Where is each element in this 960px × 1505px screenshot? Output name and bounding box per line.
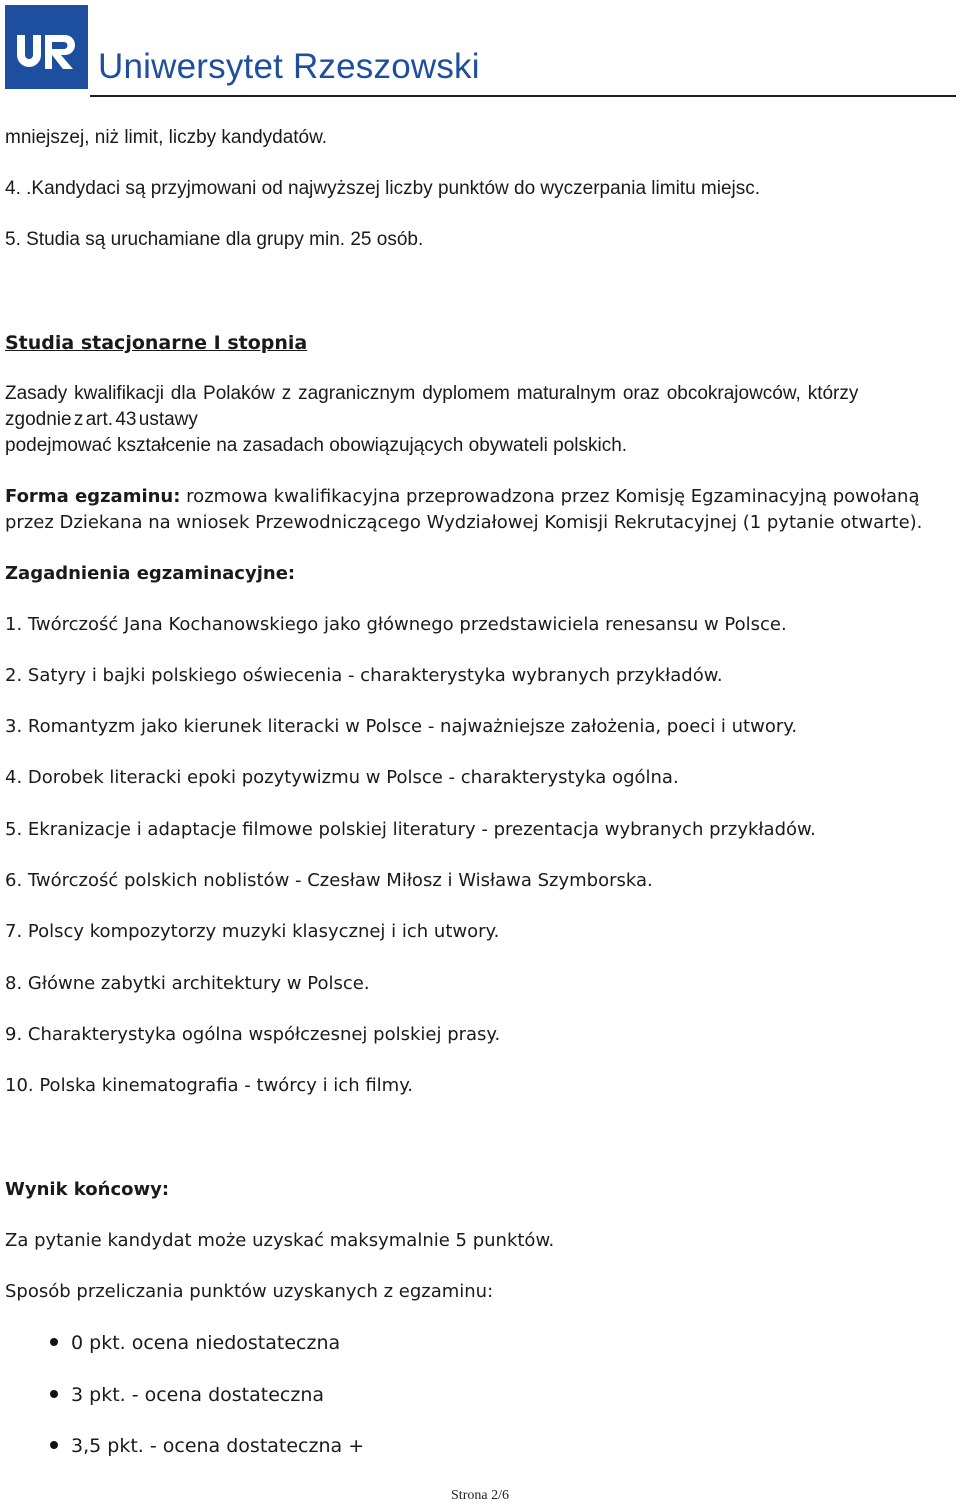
topic-item: 5. Ekranizacje i adaptacje filmowe polskiej literatury - prezentacja wybranych przykładów. — [5, 819, 816, 840]
grade-item: 3 pkt. - ocena dostateczna — [71, 1384, 325, 1406]
page-header — [0, 0, 960, 100]
topics-heading: Zagadnienia egzaminacyjne: — [5, 563, 296, 584]
grade-item: 0 pkt. ocena niedostateczna — [71, 1332, 341, 1354]
topic-item: 3. Romantyzm jako kierunek literacki w Polsce - najważniejsze założenia, poeci i utwory. — [5, 716, 798, 737]
intro-line: mniejszej, niż limit, liczby kandydatów. — [5, 127, 328, 148]
bullet-icon — [50, 1338, 58, 1346]
exam-form-paragraph — [5, 484, 955, 536]
rules-line: zgodnie z art. 43 ustawy — [5, 409, 198, 430]
section-heading: Studia stacjonarne I stopnia — [5, 332, 308, 354]
university-logo — [5, 5, 88, 89]
page-number: Strona 2/6 — [451, 1488, 509, 1503]
result-max-text: Za pytanie kandydat może uzyskać maksymalnie 5 punktów. — [5, 1230, 555, 1251]
conversion-label: Sposób przeliczania punktów uzyskanych z egzaminu: — [5, 1281, 494, 1302]
rules-line: Zasady kwalifikacji dla Polaków z zagranicznym dyplomem maturalnym oraz obcokrajowców, którzy — [5, 383, 859, 404]
topic-item: 7. Polscy kompozytorzy muzyki klasycznej i ich utwory. — [5, 921, 500, 942]
exam-form-text: rozmowa kwalifikacyjna przeprowadzona przez Komisję Egzaminacyjną powołaną przez Dziekana na wniosek Przewodniczącego Wydziałowej Komisji Rekrutacyjnej (1 pytanie otwarte). — [5, 486, 923, 533]
intro-line: 4. .Kandydaci są przyjmowani od najwyższej liczby punktów do wyczerpania limitu miejsc. — [5, 178, 761, 199]
header-divider — [90, 95, 956, 97]
brand-title: Uniwersytet Rzeszowski — [98, 47, 480, 86]
topic-item: 10. Polska kinematografia - twórcy i ich filmy. — [5, 1075, 414, 1096]
topic-item: 8. Główne zabytki architektury w Polsce. — [5, 973, 370, 994]
topic-item: 9. Charakterystyka ogólna współczesnej polskiej prasy. — [5, 1024, 501, 1045]
topic-item: 1. Twórczość Jana Kochanowskiego jako głównego przedstawiciela renesansu w Polsce. — [5, 614, 787, 635]
rules-line: podejmować kształcenie na zasadach obowiązujących obywateli polskich. — [5, 435, 628, 456]
bullet-icon — [50, 1441, 58, 1449]
result-heading: Wynik końcowy: — [5, 1179, 170, 1200]
topic-item: 4. Dorobek literacki epoki pozytywizmu w Polsce - charakterystyka ogólna. — [5, 767, 679, 788]
intro-line: 5. Studia są uruchamiane dla grupy min. 25 osób. — [5, 229, 424, 250]
exam-form-label: Forma egzaminu: — [5, 486, 181, 507]
bullet-icon — [50, 1390, 58, 1398]
topic-item: 2. Satyry i bajki polskiego oświecenia - charakterystyka wybranych przykładów. — [5, 665, 723, 686]
grade-item: 3,5 pkt. - ocena dostateczna + — [71, 1435, 365, 1457]
topic-item: 6. Twórczość polskich noblistów - Czesław Miłosz i Wisława Szymborska. — [5, 870, 653, 891]
